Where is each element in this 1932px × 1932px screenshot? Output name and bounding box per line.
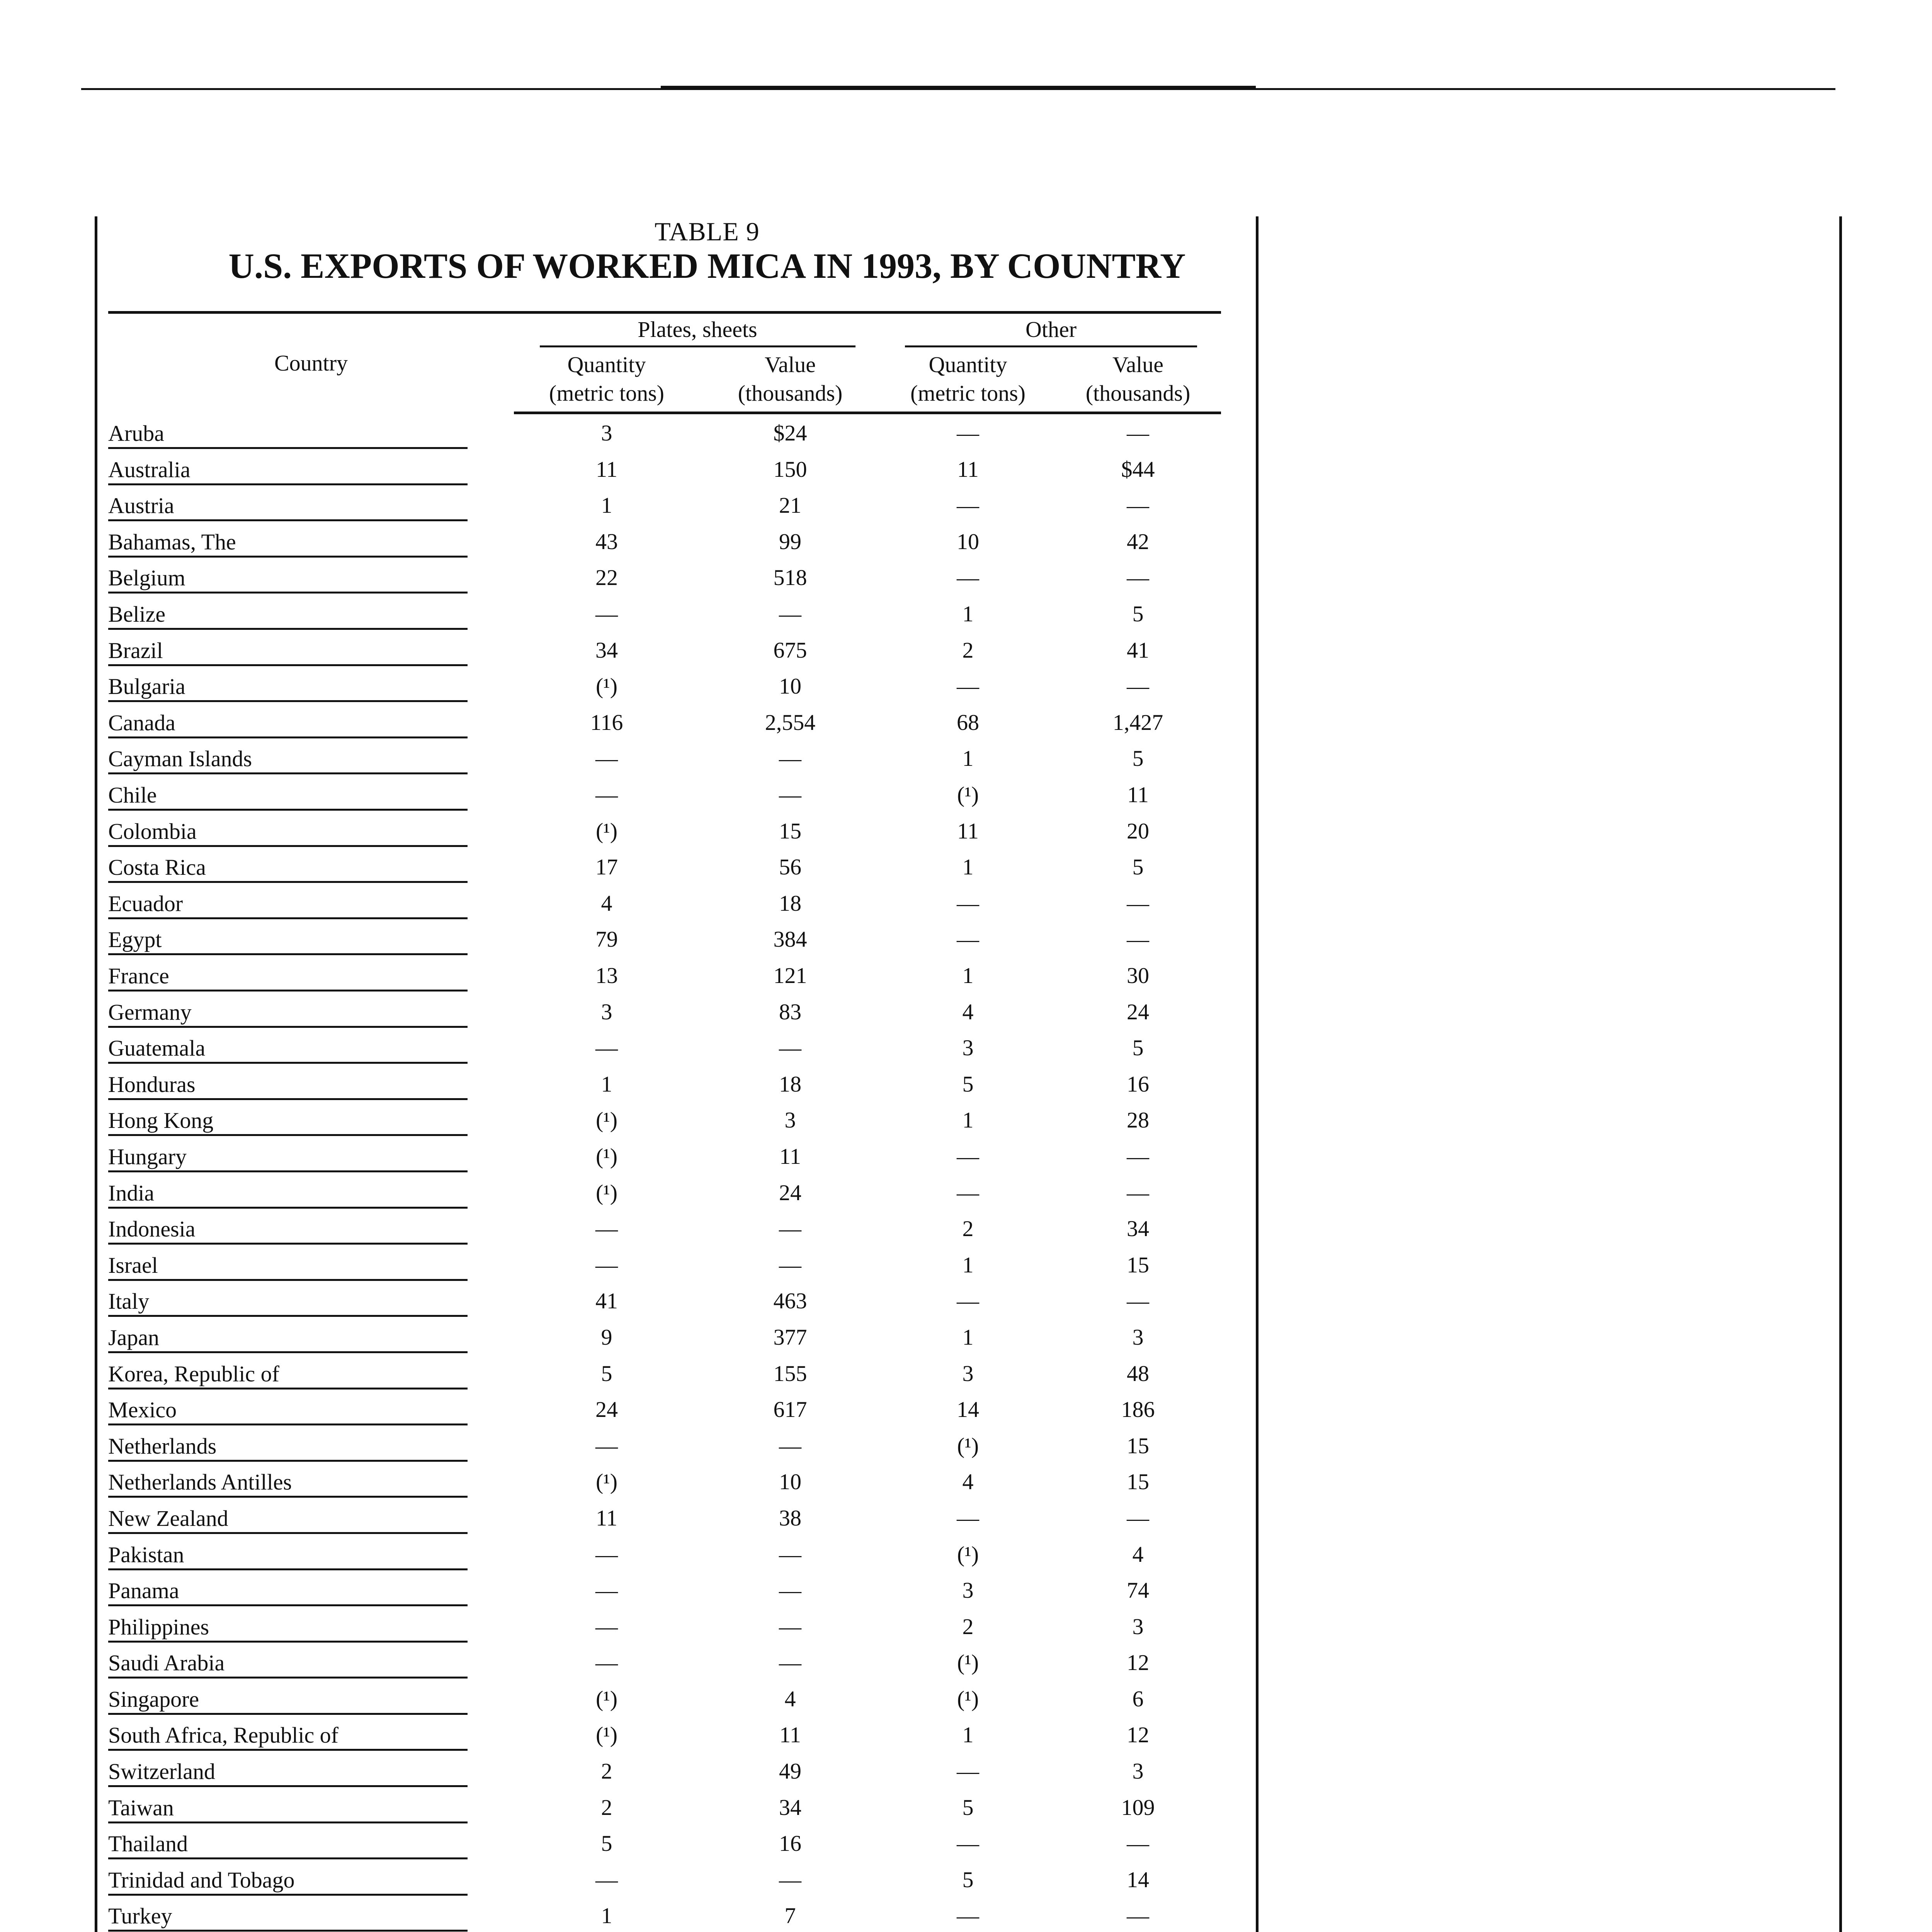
other-value-cell: $44 (1121, 456, 1155, 482)
table-row (108, 1281, 1221, 1317)
plates-value-cell: — (779, 1433, 801, 1458)
other-quantity-cell: (¹) (957, 1541, 979, 1567)
plates-quantity-cell: — (595, 746, 618, 771)
table-row (108, 594, 1221, 630)
table-row (108, 521, 1221, 558)
other-quantity-cell: 1 (962, 963, 974, 988)
country-cell: Netherlands (108, 1425, 514, 1462)
table-row (108, 1064, 1221, 1100)
other-quantity-cell: 11 (957, 456, 979, 482)
other-quantity-cell: 1 (962, 601, 974, 627)
plates-quantity-cell: 79 (595, 927, 618, 952)
other-quantity-cell: 4 (962, 999, 974, 1024)
other-value-cell: 12 (1127, 1650, 1150, 1675)
plates-value-cell: 18 (779, 890, 801, 916)
country-cell: India (108, 1172, 514, 1209)
plates-value-cell: 11 (779, 1143, 801, 1169)
other-quantity-cell: 3 (962, 1578, 974, 1603)
plates-value-cell: 3 (784, 1107, 796, 1133)
country-cell: Korea, Republic of (108, 1353, 514, 1389)
header-group-plates: Plates, sheets (514, 313, 881, 349)
other-value-cell: 34 (1127, 1216, 1150, 1242)
other-value-cell: 6 (1132, 1686, 1144, 1711)
other-value-cell: 5 (1132, 1035, 1144, 1061)
table-row (108, 1643, 1221, 1679)
country-cell: Austria (108, 485, 514, 522)
other-quantity-cell: (¹) (957, 1686, 979, 1711)
country-cell: Netherlands Antilles (108, 1462, 514, 1498)
other-value-cell: — (1127, 493, 1150, 518)
plates-quantity-cell: 13 (595, 963, 618, 988)
country-cell: Chile (108, 774, 514, 811)
plates-value-cell: 384 (773, 927, 807, 952)
other-quantity-cell: 4 (962, 1469, 974, 1495)
country-cell: New Zealand (108, 1498, 514, 1534)
header-other-quantity: Quantity (metric tons) (881, 349, 1055, 413)
table-row (108, 1172, 1221, 1209)
header-group-row (108, 313, 1221, 349)
plates-quantity-cell: 1 (601, 1071, 612, 1097)
country-cell: Turkey (108, 1896, 514, 1932)
table-row (108, 1209, 1221, 1245)
plates-value-cell: 49 (779, 1759, 801, 1784)
plates-quantity-cell: 41 (595, 1288, 618, 1314)
country-cell: Australia (108, 449, 514, 485)
plates-quantity-cell: 3 (601, 999, 612, 1024)
country-cell: Saudi Arabia (108, 1643, 514, 1679)
other-quantity-cell: — (957, 890, 980, 916)
other-value-cell: 28 (1127, 1107, 1150, 1133)
plates-value-cell: — (779, 1614, 801, 1639)
plates-quantity-cell: 1 (601, 1903, 612, 1929)
plates-quantity-cell: — (595, 1433, 618, 1458)
other-value-cell: 3 (1132, 1324, 1144, 1350)
plates-value-cell: — (779, 1578, 801, 1603)
other-value-cell: 20 (1127, 818, 1150, 844)
other-value-cell: 15 (1127, 1469, 1150, 1495)
table-row (108, 919, 1221, 956)
table-row (108, 666, 1221, 702)
other-value-cell: — (1127, 927, 1150, 952)
other-value-cell: 5 (1132, 601, 1144, 627)
plates-value-cell: 617 (773, 1397, 807, 1422)
other-value-cell: — (1127, 673, 1150, 699)
plates-quantity-cell: 11 (596, 456, 617, 482)
other-quantity-cell: 14 (957, 1397, 980, 1422)
country-cell: Israel (108, 1245, 514, 1281)
plates-quantity-cell: 4 (601, 890, 612, 916)
country-cell: Japan (108, 1317, 514, 1353)
plates-value-cell: 24 (779, 1180, 801, 1205)
plates-value-cell: — (779, 1252, 801, 1277)
country-cell: Belize (108, 594, 514, 630)
plates-quantity-cell: — (595, 1541, 618, 1567)
country-cell: Pakistan (108, 1534, 514, 1570)
plates-quantity-cell: (¹) (595, 1469, 618, 1495)
column-divider-middle (1256, 216, 1259, 1932)
header-other-value: Value (thousands) (1055, 349, 1221, 413)
country-cell: South Africa, Republic of (108, 1715, 514, 1751)
plates-value-cell: 675 (773, 637, 807, 663)
plates-quantity-cell: 9 (601, 1324, 612, 1350)
header-plates-quantity: Quantity (metric tons) (514, 349, 699, 413)
other-quantity-cell: 5 (962, 1794, 974, 1820)
other-quantity-cell: 1 (962, 1252, 974, 1277)
country-cell: Guatemala (108, 1028, 514, 1064)
other-value-cell: 74 (1127, 1578, 1150, 1603)
other-value-cell: 30 (1127, 963, 1150, 988)
table-row (108, 1534, 1221, 1570)
country-cell: Mexico (108, 1389, 514, 1426)
plates-quantity-cell: — (595, 1650, 618, 1675)
other-quantity-cell: 3 (962, 1361, 974, 1386)
other-quantity-cell: — (957, 565, 980, 590)
table-row (108, 1317, 1221, 1353)
table-row (108, 1859, 1221, 1896)
table-row (108, 1353, 1221, 1389)
plates-quantity-cell: — (595, 782, 618, 808)
plates-value-cell: 377 (773, 1324, 807, 1350)
plates-quantity-cell: 17 (595, 854, 618, 880)
country-cell: Italy (108, 1281, 514, 1317)
country-cell: Panama (108, 1570, 514, 1607)
other-quantity-cell: 1 (962, 1722, 974, 1748)
plates-quantity-cell: 5 (601, 1831, 612, 1856)
country-cell: France (108, 955, 514, 992)
country-cell: Brazil (108, 630, 514, 666)
other-value-cell: — (1127, 565, 1150, 590)
plates-value-cell: 18 (779, 1071, 801, 1097)
other-value-cell: 5 (1132, 854, 1144, 880)
plates-quantity-cell: 34 (595, 637, 618, 663)
other-quantity-cell: 11 (957, 818, 979, 844)
plates-value-cell: 2,554 (765, 709, 816, 735)
other-value-cell: 1,427 (1112, 709, 1163, 735)
other-value-cell: — (1127, 1143, 1150, 1169)
other-value-cell: 15 (1127, 1252, 1150, 1277)
other-value-cell: 5 (1132, 746, 1144, 771)
other-value-cell: 11 (1127, 782, 1149, 808)
plates-quantity-cell: (¹) (595, 1107, 618, 1133)
country-cell: Switzerland (108, 1751, 514, 1787)
table-row (108, 413, 1221, 449)
other-quantity-cell: — (957, 1505, 980, 1531)
other-quantity-cell: 1 (962, 1107, 974, 1133)
other-value-cell: 14 (1127, 1867, 1150, 1892)
plates-value-cell: — (779, 601, 801, 627)
plates-value-cell: 463 (773, 1288, 807, 1314)
other-quantity-cell: — (957, 1831, 980, 1856)
plates-quantity-cell: (¹) (595, 1722, 618, 1748)
plates-quantity-cell: 24 (595, 1397, 618, 1422)
column-divider-left (95, 216, 97, 1932)
plates-value-cell: — (779, 1035, 801, 1061)
plates-quantity-cell: — (595, 1035, 618, 1061)
other-value-cell: 4 (1132, 1541, 1144, 1567)
plates-quantity-cell: 1 (601, 493, 612, 518)
other-quantity-cell: — (957, 673, 980, 699)
other-quantity-cell: — (957, 1143, 980, 1169)
other-value-cell: 12 (1127, 1722, 1150, 1748)
plates-value-cell: — (779, 746, 801, 771)
plates-value-cell: — (779, 782, 801, 808)
plates-value-cell: 518 (773, 565, 807, 590)
country-cell: Indonesia (108, 1209, 514, 1245)
plates-quantity-cell: 3 (601, 420, 612, 446)
table-row (108, 992, 1221, 1028)
country-cell: Canada (108, 702, 514, 738)
other-quantity-cell: — (957, 420, 980, 446)
other-value-cell: — (1127, 1180, 1150, 1205)
country-cell: Aruba (108, 413, 514, 449)
country-cell: Bulgaria (108, 666, 514, 702)
table-row (108, 1028, 1221, 1064)
plates-value-cell: 15 (779, 818, 801, 844)
other-value-cell: — (1127, 420, 1150, 446)
other-quantity-cell: — (957, 1903, 980, 1929)
plates-quantity-cell: (¹) (595, 1180, 618, 1205)
plates-quantity-cell: — (595, 1216, 618, 1242)
plates-quantity-cell: — (595, 1614, 618, 1639)
other-value-cell: — (1127, 890, 1150, 916)
exports-table (108, 311, 1221, 1932)
other-quantity-cell: 5 (962, 1867, 974, 1892)
other-value-cell: — (1127, 1903, 1150, 1929)
other-quantity-cell: 5 (962, 1071, 974, 1097)
table-row (108, 630, 1221, 666)
plates-value-cell: 150 (773, 456, 807, 482)
country-cell: Thailand (108, 1823, 514, 1860)
table-row (108, 485, 1221, 522)
other-value-cell: — (1127, 1831, 1150, 1856)
country-cell: Singapore (108, 1679, 514, 1715)
table-row (108, 774, 1221, 811)
table-row (108, 1896, 1221, 1932)
plates-value-cell: 10 (779, 1469, 801, 1495)
country-cell: Colombia (108, 811, 514, 847)
plates-quantity-cell: — (595, 1578, 618, 1603)
table-row (108, 1425, 1221, 1462)
country-cell: Belgium (108, 558, 514, 594)
table-row (108, 449, 1221, 485)
other-value-cell: 15 (1127, 1433, 1150, 1458)
country-cell: Ecuador (108, 883, 514, 919)
table-body (108, 413, 1221, 1932)
plates-quantity-cell: 22 (595, 565, 618, 590)
table-row (108, 1715, 1221, 1751)
table-row (108, 1679, 1221, 1715)
plates-quantity-cell: 2 (601, 1794, 612, 1820)
other-quantity-cell: 1 (962, 1324, 974, 1350)
plates-quantity-cell: (¹) (595, 818, 618, 844)
plates-value-cell: 56 (779, 854, 801, 880)
plates-value-cell: — (779, 1867, 801, 1892)
table-row (108, 811, 1221, 847)
plates-quantity-cell: (¹) (595, 673, 618, 699)
plates-quantity-cell: 11 (596, 1505, 617, 1531)
plates-quantity-cell: — (595, 601, 618, 627)
other-value-cell: 16 (1127, 1071, 1150, 1097)
plates-value-cell: 34 (779, 1794, 801, 1820)
country-cell: Costa Rica (108, 847, 514, 883)
plates-value-cell: $24 (773, 420, 807, 446)
other-value-cell: 41 (1127, 637, 1150, 663)
table-row (108, 1823, 1221, 1860)
country-cell: Philippines (108, 1606, 514, 1643)
other-quantity-cell: — (957, 1288, 980, 1314)
plates-value-cell: 4 (784, 1686, 796, 1711)
plates-value-cell: 83 (779, 999, 801, 1024)
table-row (108, 883, 1221, 919)
plates-value-cell: 155 (773, 1361, 807, 1386)
country-cell: Germany (108, 992, 514, 1028)
plates-quantity-cell: (¹) (595, 1143, 618, 1169)
other-value-cell: 42 (1127, 529, 1150, 554)
table-row (108, 1462, 1221, 1498)
header-country: Country (108, 313, 514, 413)
other-quantity-cell: — (957, 1759, 980, 1784)
other-quantity-cell: (¹) (957, 782, 979, 808)
country-cell: Trinidad and Tobago (108, 1859, 514, 1896)
country-cell: Cayman Islands (108, 738, 514, 775)
table-row (108, 1498, 1221, 1534)
country-cell: Honduras (108, 1064, 514, 1100)
table-row (108, 1100, 1221, 1136)
table-row (108, 1606, 1221, 1643)
table-number: TABLE 9 (655, 217, 760, 246)
plates-value-cell: 7 (784, 1903, 796, 1929)
table-row (108, 558, 1221, 594)
other-value-cell: — (1127, 1505, 1150, 1531)
plates-value-cell: 21 (779, 493, 801, 518)
other-quantity-cell: 3 (962, 1035, 974, 1061)
table-row (108, 1245, 1221, 1281)
table-row (108, 1389, 1221, 1426)
plates-value-cell: 16 (779, 1831, 801, 1856)
country-cell: Egypt (108, 919, 514, 956)
other-quantity-cell: 1 (962, 854, 974, 880)
table-row (108, 1570, 1221, 1607)
other-quantity-cell: (¹) (957, 1433, 979, 1458)
country-cell: Hungary (108, 1136, 514, 1172)
other-quantity-cell: 2 (962, 1614, 974, 1639)
plates-quantity-cell: 2 (601, 1759, 612, 1784)
plates-value-cell: — (779, 1650, 801, 1675)
other-value-cell: — (1127, 1288, 1150, 1314)
other-value-cell: 48 (1127, 1361, 1150, 1386)
plates-value-cell: 10 (779, 673, 801, 699)
table-row (108, 955, 1221, 992)
plates-quantity-cell: — (595, 1867, 618, 1892)
plates-quantity-cell: — (595, 1252, 618, 1277)
plates-value-cell: 99 (779, 529, 801, 554)
other-quantity-cell: 2 (962, 637, 974, 663)
country-cell: Hong Kong (108, 1100, 514, 1136)
plates-value-cell: 38 (779, 1505, 801, 1531)
other-quantity-cell: — (957, 493, 980, 518)
other-value-cell: 3 (1132, 1614, 1144, 1639)
country-cell: Taiwan (108, 1787, 514, 1823)
other-quantity-cell: 68 (957, 709, 980, 735)
other-value-cell: 24 (1127, 999, 1150, 1024)
plates-quantity-cell: 43 (595, 529, 618, 554)
column-divider-right (1839, 216, 1842, 1932)
other-quantity-cell: (¹) (957, 1650, 979, 1675)
table-row (108, 702, 1221, 738)
table-row (108, 1136, 1221, 1172)
country-cell: Bahamas, The (108, 521, 514, 558)
plates-quantity-cell: 116 (590, 709, 623, 735)
other-value-cell: 186 (1121, 1397, 1155, 1422)
table-title: U.S. EXPORTS OF WORKED MICA IN 1993, BY COUNTRY (228, 246, 1186, 286)
other-quantity-cell: 1 (962, 746, 974, 771)
table-row (108, 847, 1221, 883)
plates-value-cell: — (779, 1541, 801, 1567)
other-quantity-cell: 10 (957, 529, 980, 554)
table-row (108, 1787, 1221, 1823)
plates-value-cell: 121 (773, 963, 807, 988)
top-rule-accent (661, 86, 1256, 90)
table-row (108, 738, 1221, 775)
plates-quantity-cell: (¹) (595, 1686, 618, 1711)
plates-value-cell: — (779, 1216, 801, 1242)
table-row (108, 1751, 1221, 1787)
other-quantity-cell: 2 (962, 1216, 974, 1242)
plates-value-cell: 11 (779, 1722, 801, 1748)
other-value-cell: 109 (1121, 1794, 1155, 1820)
plates-quantity-cell: 5 (601, 1361, 612, 1386)
header-plates-value: Value (thousands) (699, 349, 881, 413)
other-quantity-cell: — (957, 927, 980, 952)
header-group-other: Other (881, 313, 1221, 349)
other-quantity-cell: — (957, 1180, 980, 1205)
other-value-cell: 3 (1132, 1759, 1144, 1784)
